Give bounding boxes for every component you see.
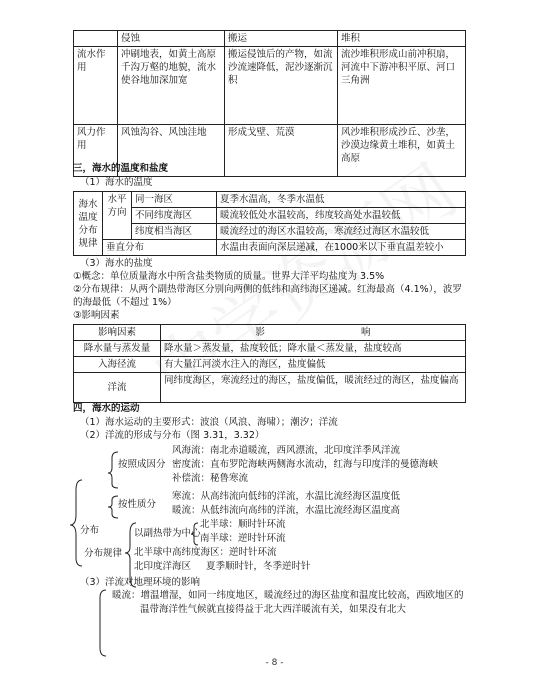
salt-title: （3）海水的盐度 — [80, 258, 153, 269]
table-cell: 降水量＞蒸发量，盐度较低；降水量＜蒸发量，盐度较高 — [161, 341, 466, 357]
compensation-current: 补偿流：秘鲁寒流 — [172, 473, 249, 484]
south-hemisphere: 南半球：逆时针环流 — [200, 533, 286, 544]
table-cell: 同纬度海区，寒流经过的海区，盐度偏低，暖流经过的海区，盐度偏高 — [161, 373, 466, 403]
wind-current: 风海流：南北赤道暖流，西风漂流，北印度洋季风洋流 — [172, 445, 401, 456]
north-indian: 北印度洋海区 — [134, 561, 192, 572]
table-row — [74, 240, 466, 256]
table-cell: 风沙堆积形成沙丘、沙垄，沙漠边缘黄土堆积，如黄土高原 — [338, 125, 466, 177]
table-row — [74, 208, 466, 224]
north-hemisphere: 北半球：顺时针环流 — [200, 519, 286, 530]
table-cell: 降水量与蒸发量 — [74, 341, 161, 357]
table-cell: 水温由表面向深层递减，在1000米以下垂直温差较小 — [217, 240, 466, 256]
dist-rule-label: 分布规律 — [84, 548, 123, 559]
table-row — [74, 192, 466, 208]
header-char: 响 — [361, 327, 371, 338]
density-current: 密度流：直布罗陀海峡两侧海水流动，红海与印度洋的曼德海峡 — [172, 459, 439, 470]
temp-title: （1）海水的温度 — [80, 177, 153, 188]
table-cell: 风蚀沟谷、风蚀洼地 — [118, 125, 225, 177]
section-title: 四，海水的运动 — [73, 403, 140, 414]
impact-title: （3）洋流对地理环境的影响 — [80, 577, 201, 588]
header-char: 影 — [255, 327, 265, 338]
temp-label: 海水温度分布规律 — [74, 192, 103, 256]
temperature-table — [73, 191, 466, 256]
impact-line-2: 温带海洋性气候就直接得益于北大西洋暖流有关，如果没有北大 — [140, 604, 407, 615]
table-header-cell: 侵蚀 — [118, 31, 225, 47]
table-header-cell: 影响因素 — [74, 325, 161, 341]
table-header-cell — [161, 325, 466, 341]
page-number: - 8 - — [265, 658, 284, 668]
table-cell: 有大量江河淡水注入的海区，盐度偏低 — [161, 357, 466, 373]
table-cell: 冲刷地表，如黄土高原千沟万壑的地貌，流水使谷地加深加宽 — [118, 47, 225, 125]
table-row — [74, 341, 466, 357]
table-cell: 搬运侵蚀后的产物，如流沙流速降低，泥沙逐渐沉积 — [225, 47, 338, 125]
table-header-row — [74, 325, 466, 341]
table-row — [74, 224, 466, 240]
formation-text: （2）洋流的形成与分布（图 3.31，3.32） — [80, 430, 265, 441]
by-nature-label: 按性质分 — [118, 499, 157, 510]
section-title: 三，海水的温度和盐度 — [73, 163, 169, 174]
warm-current: 暖流：从低纬流向高纬的洋流，水温比流经海区温度高 — [172, 505, 401, 516]
table-row — [74, 373, 466, 403]
impact-brace — [92, 588, 112, 658]
table-header-cell — [74, 31, 118, 47]
subtropic-label: 以副热带为中心 — [134, 528, 201, 539]
table-cell: 风力作用 — [74, 125, 118, 177]
table-row — [74, 357, 466, 373]
vertical-label: 垂直分布 — [103, 240, 217, 256]
forms-text: （1）海水运动的主要形式：波浪（风浪、海啸）；潮汐；洋流 — [80, 417, 338, 428]
table-cell: 流水作用 — [74, 47, 118, 125]
horizontal-label: 水平方向 — [103, 192, 132, 240]
table-cell: 同一海区 — [132, 192, 217, 208]
erosion-table — [73, 30, 466, 177]
table-header-cell: 搬运 — [225, 31, 338, 47]
table-cell: 夏季水温高，冬季水温低 — [217, 192, 466, 208]
table-cell: 入海径流 — [74, 357, 161, 373]
table-cell: 暖流经过的海区水温较高，寒流经过海区水温较低 — [217, 224, 466, 240]
distribution-label: 分布 — [80, 525, 100, 536]
table-cell: 流沙堆积形成山前冲积扇，河流中下游冲积平原、河口三角洲 — [338, 47, 466, 125]
impact-line-1: 暖流：增温增湿，如同一纬度地区，暖流经过的海区盐度和温度比较高，西欧地区的 — [112, 590, 464, 601]
table-cell: 纬度相当海区 — [132, 224, 217, 240]
concept-text: ①概念：单位质量海水中所含盐类物质的质量。世界大洋平均盐度为 3.5% — [73, 271, 385, 282]
factor-table — [73, 324, 466, 403]
factors-title: ③影响因素 — [73, 310, 120, 321]
rule-line-1: ②分布规律：从两个副热带海区分别向两侧的低纬和高纬海区递减。红海最高（4.1%），波罗 — [73, 284, 462, 295]
north-mid-lat: 北半球中高纬度海区：逆时针环流 — [134, 547, 277, 558]
table-header-cell: 堆积 — [338, 31, 466, 47]
cold-current: 寒流：从高纬流向低纬的洋流，水温比流经海区温度低 — [172, 491, 401, 502]
table-cell: 暖流较低处水温较高，纬度较高处水温较低 — [217, 208, 466, 224]
monsoon-pattern: 夏季顺时针，冬季逆时针 — [206, 561, 311, 572]
rule-line-2: 的海最低（不超过 1%） — [73, 297, 177, 308]
by-cause-label: 按照成因分 — [118, 459, 166, 470]
table-header-row — [74, 31, 466, 47]
table-cell: 不同纬度海区 — [132, 208, 217, 224]
table-cell: 洋流 — [74, 373, 161, 403]
table-row — [74, 47, 466, 125]
table-cell: 形成戈壁、荒漠 — [225, 125, 338, 177]
